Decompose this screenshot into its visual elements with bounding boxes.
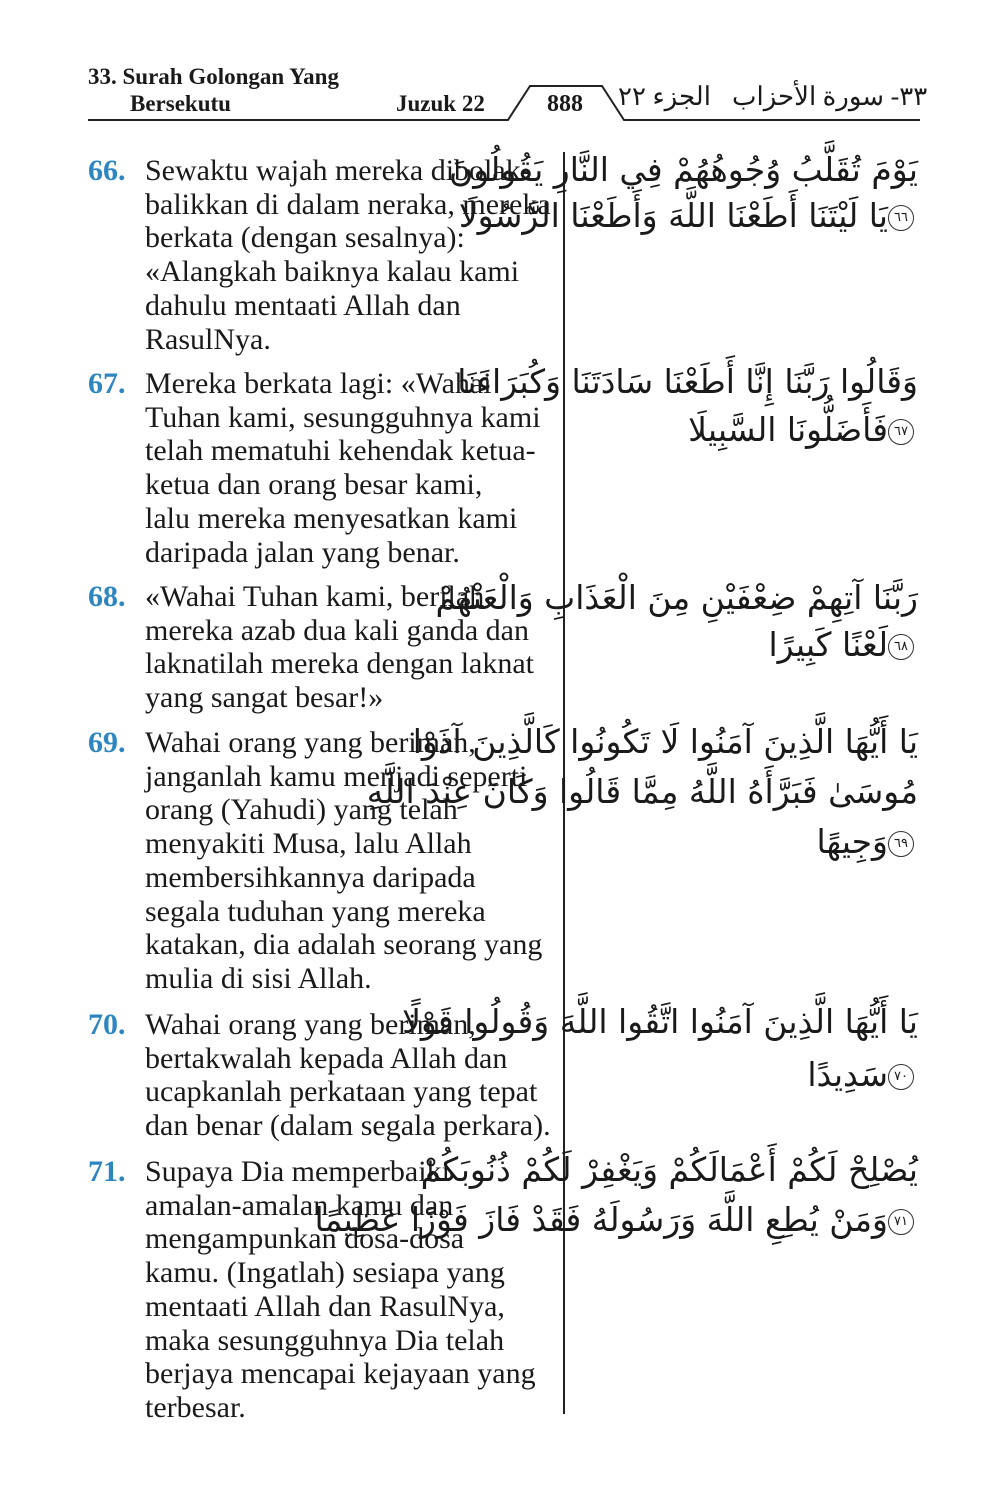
verse-number: 69. bbox=[88, 726, 126, 759]
translation-line: amalan-amalan kamu dan bbox=[145, 1188, 454, 1222]
translation-line: berkata (dengan sesalnya): bbox=[145, 221, 465, 255]
header-rule bbox=[0, 0, 1000, 130]
arabic-verse-line: يَا أَيُّهَا الَّذِينَ آمَنُوا اتَّقُوا اللَّهَ وَقُولُوا قَوْلًا bbox=[402, 1002, 918, 1041]
arabic-verse-line: يَوْمَ تُقَلَّبُ وُجُوهُهُمْ فِي النَّارِ يَقُولُونَ bbox=[449, 150, 918, 189]
arabic-verse-line bbox=[459, 196, 918, 235]
surah-title-line1: 33. Surah Golongan Yang bbox=[88, 64, 339, 89]
arabic-verse-line: يُصْلِحْ لَكُمْ أَعْمَالَكُمْ وَيَغْفِرْ لَكُمْ ذُنُوبَكُمْ bbox=[420, 1150, 918, 1189]
translation-line: ketua dan orang besar kami, bbox=[145, 468, 483, 502]
translation-line: mentaati Allah dan RasulNya, bbox=[145, 1289, 505, 1323]
arabic-text: وَمَنْ يُطِعِ اللَّهَ وَرَسُولَهُ فَقَدْ فَازَ فَوْزًا عَظِيمًا bbox=[314, 1200, 888, 1239]
verse-number: 68. bbox=[88, 580, 126, 613]
translation-line: katakan, dia adalah seorang yang bbox=[145, 928, 543, 962]
arabic-verse-line bbox=[769, 625, 918, 664]
arabic-text: لَعْنًا كَبِيرًا bbox=[768, 625, 888, 664]
translation-line: mereka azab dua kali ganda dan bbox=[145, 613, 529, 647]
translation-line: mengampunkan dosa-dosa bbox=[145, 1222, 465, 1256]
translation-line: lalu mereka menyesatkan kami bbox=[145, 501, 518, 535]
translation-line: terbesar. bbox=[145, 1390, 246, 1424]
ayah-end-marker: ٦٧ bbox=[888, 419, 914, 445]
translation-line: Wahai orang yang beriman, bbox=[145, 1008, 476, 1041]
arabic-text: فَأَضَلُّونَا السَّبِيلَا bbox=[688, 410, 888, 449]
arabic-juz-label: الجزء ٢٢ bbox=[618, 82, 711, 111]
translation-line: Supaya Dia memperbaiki bbox=[145, 1155, 450, 1188]
translation-line: dahulu mentaati Allah dan bbox=[145, 288, 461, 322]
verse-translation bbox=[145, 726, 557, 996]
arabic-verse-line: رَبَّنَا آتِهِمْ ضِعْفَيْنِ مِنَ الْعَذَابِ وَالْعَنْهُمْ bbox=[435, 578, 918, 617]
translation-line: kamu. (Ingatlah) sesiapa yang bbox=[145, 1256, 505, 1290]
arabic-verse-line bbox=[315, 1200, 918, 1239]
ayah-end-marker: ٦٩ bbox=[888, 831, 914, 857]
translation-line: yang sangat besar!» bbox=[145, 681, 384, 715]
translation-line: Sewaktu wajah mereka dibolak- bbox=[145, 154, 531, 187]
translation-line: RasulNya. bbox=[145, 322, 271, 356]
arabic-verse-line: يَا أَيُّهَا الَّذِينَ آمَنُوا لَا تَكُونُوا كَالَّذِينَ آذَوْا bbox=[412, 722, 918, 761]
verse-translation bbox=[145, 1155, 557, 1425]
translation-line: daripada jalan yang benar. bbox=[145, 535, 460, 569]
translation-line: membersihkannya daripada bbox=[145, 860, 476, 894]
surah-title-line2: Bersekutu bbox=[130, 91, 231, 116]
verse-number: 71. bbox=[88, 1155, 126, 1188]
page-header bbox=[0, 0, 1000, 130]
translation-line: balikkan di dalam neraka, mereka bbox=[145, 187, 551, 221]
translation-line: berjaya mencapai kejayaan yang bbox=[145, 1357, 536, 1391]
translation-line: ucapkanlah perkataan yang tepat bbox=[145, 1075, 538, 1109]
translation-line: dan benar (dalam segala perkara). bbox=[145, 1109, 551, 1143]
ayah-end-marker: ٦٦ bbox=[888, 205, 914, 231]
ayah-end-marker: ٦٨ bbox=[888, 634, 914, 660]
translation-line: Mereka berkata lagi: «Wahai bbox=[145, 367, 492, 400]
verse-number: 66. bbox=[88, 154, 126, 187]
translation-line: maka sesungguhnya Dia telah bbox=[145, 1323, 505, 1357]
translation-line: «Alangkah baiknya kalau kami bbox=[145, 255, 520, 289]
arabic-surah-title: ٣٣- سورة الأحزاب bbox=[732, 82, 928, 111]
arabic-verse-line bbox=[807, 1055, 918, 1094]
translation-line: segala tuduhan yang mereka bbox=[145, 894, 486, 928]
arabic-text: سَدِيدًا bbox=[807, 1055, 888, 1094]
arabic-text: وَجِيهًا bbox=[816, 822, 888, 861]
translation-line: «Wahai Tuhan kami, berilah bbox=[145, 580, 485, 613]
ayah-end-marker: ٧٠ bbox=[888, 1064, 914, 1090]
juzuk-label: Juzuk 22 bbox=[396, 91, 485, 116]
translation-line: menyakiti Musa, lalu Allah bbox=[145, 827, 472, 861]
verse-number: 70. bbox=[88, 1008, 126, 1041]
ayah-end-marker: ٧١ bbox=[888, 1209, 914, 1235]
page-number: 888 bbox=[547, 91, 583, 117]
translation-line: telah mematuhi kehendak ketua- bbox=[145, 434, 536, 468]
verse-number: 67. bbox=[88, 367, 126, 400]
arabic-verse-line: مُوسَىٰ فَبَرَّأَهُ اللَّهُ مِمَّا قَالُوا وَكَانَ عِنْدَ اللَّهِ bbox=[366, 772, 918, 811]
translation-line: janganlah kamu menjadi seperti bbox=[145, 759, 528, 793]
arabic-verse-line: وَقَالُوا رَبَّنَا إِنَّا أَطَعْنَا سَادَتَنَا وَكُبَرَاءَنَا bbox=[457, 362, 918, 401]
arabic-verse-line bbox=[816, 822, 918, 861]
translation-line: laknatilah mereka dengan laknat bbox=[145, 647, 534, 681]
arabic-verse-line bbox=[688, 410, 918, 449]
translation-line: bertakwalah kepada Allah dan bbox=[145, 1041, 508, 1075]
translation-line: orang (Yahudi) yang telah bbox=[145, 793, 458, 827]
translation-line: Tuhan kami, sesungguhnya kami bbox=[145, 400, 541, 434]
translation-line: mulia di sisi Allah. bbox=[145, 961, 372, 995]
translation-line: Wahai orang yang beriman, bbox=[145, 726, 476, 759]
arabic-text: يَا لَيْتَنَا أَطَعْنَا اللَّهَ وَأَطَعْنَا الرَّسُولَا bbox=[458, 196, 888, 235]
